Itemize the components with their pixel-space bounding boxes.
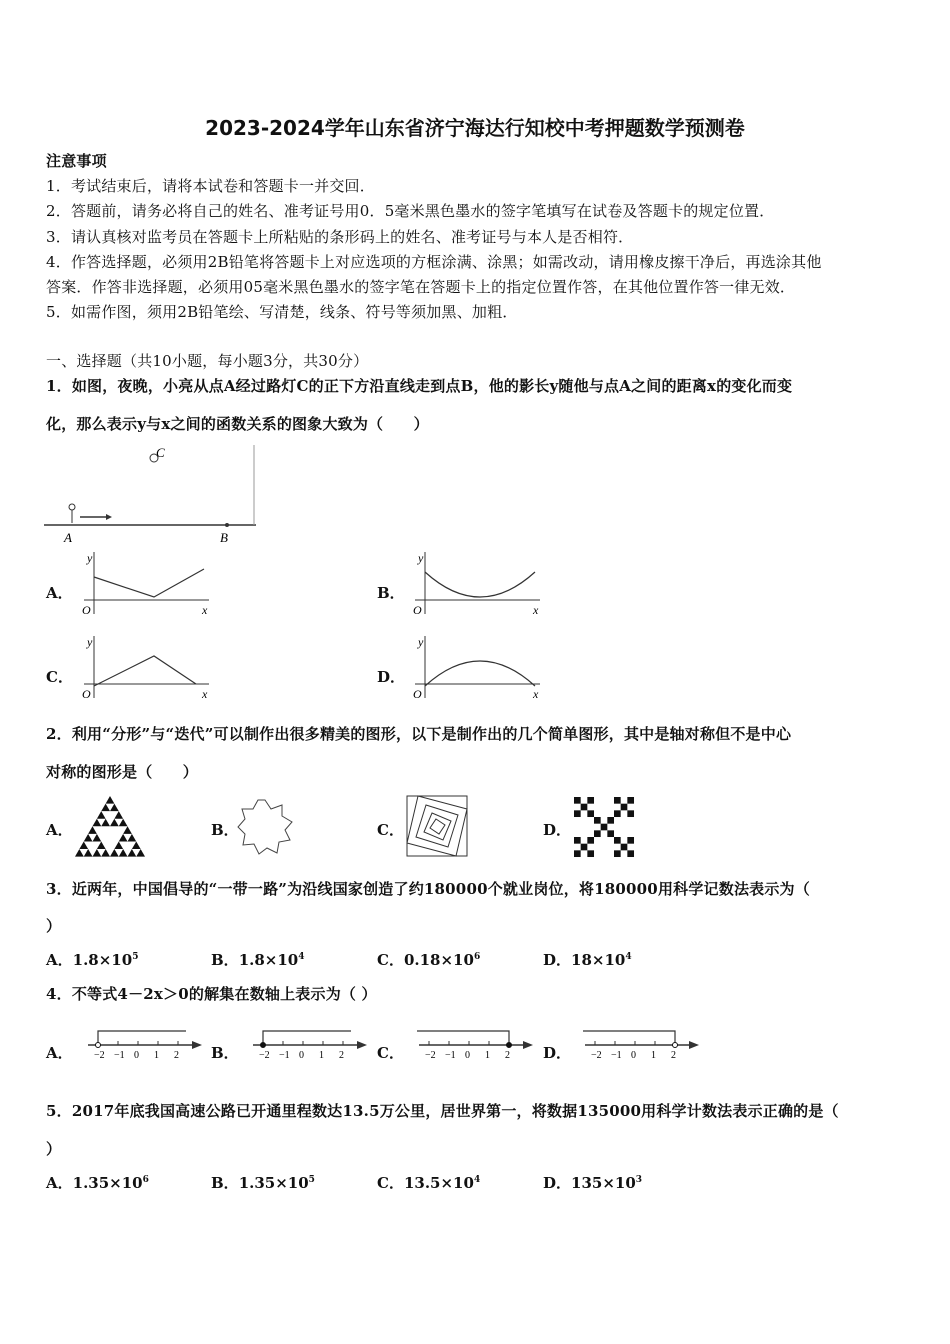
tick-label: −1 [611,1050,622,1061]
closed-dot [507,1043,512,1048]
option-value: 1.35×10 [72,1174,143,1192]
q2-text: 2．利用“分形”与“迭代”可以制作出很多精美的图形，以下是制作出的几个简单图形，其中是轴对称但不是中心 [46,725,792,743]
tick-label: −1 [445,1050,456,1061]
tick-label: 2 [505,1050,510,1061]
option-value: 18×10 [571,951,626,969]
tick-label: 2 [671,1050,676,1061]
function-graph [74,636,214,706]
notice-item: 1．考试结束后，请将本试卷和答题卡一并交回． [46,177,375,195]
tick-label: −1 [114,1050,125,1061]
function-graph [74,552,214,622]
tick-label: 0 [299,1050,304,1061]
option-label: D． [543,1174,572,1192]
tick-label: 1 [651,1050,656,1061]
option-exponent: 6 [142,1175,149,1185]
notice-heading: 注意事项 [46,152,107,170]
tick-label: 0 [134,1050,139,1061]
tick-label: −1 [279,1050,290,1061]
point-c-label: C [156,445,165,460]
tick-label: −2 [425,1050,436,1061]
option-label: A． [46,1174,73,1192]
option-exponent: 5 [132,952,139,962]
sierpinski-triangle-figure [75,796,147,856]
q3-text: 3．近两年，中国倡导的“一带一路”为沿线国家创造了约180000个就业岗位，将180000用科学记数法表示为（ [46,880,810,898]
option-exponent: 6 [473,952,481,962]
notice-item: 3．请认真核对监考员在答题卡上所粘贴的条形码上的姓名、准考证号与本人是否相符． [46,228,634,246]
x-fractal-figure [574,797,634,857]
tick-label: −2 [259,1050,270,1061]
q3-option-d[interactable] [543,949,632,970]
origin-label: O [82,687,91,701]
origin-label: O [413,603,422,617]
option-value: 1.8×10 [72,951,133,969]
q1-text: 化，那么表示y与x之间的函数关系的图象大致为（ ） [46,415,429,433]
nested-squares-figure [406,795,468,857]
q4-text: 4．不等式4－2x＞0的解集在数轴上表示为（ ） [46,985,377,1003]
q5-text: 5．2017年底我国高速公路已开通里程数达13.5万公里，居世界第一，将数据135000用科学计数法表示正确的是（ [46,1102,839,1120]
q1-option-b[interactable]: B． [377,584,405,602]
open-dot [673,1043,678,1048]
notice-item: 2．答题前，请务必将自己的姓名、准考证号用0．5毫米黑色墨水的签字笔填写在试卷及答题卡的规定位置． [46,202,775,220]
q3-option-c[interactable] [377,949,480,970]
function-graph [405,636,545,706]
q4-option-b[interactable]: B． [211,1044,239,1062]
option-label: A． [46,951,73,969]
solution-range [263,1031,351,1045]
option-label: B． [211,1174,239,1192]
number-line [583,1025,703,1065]
graph-curve [425,661,535,686]
y-axis-label: y [87,551,93,565]
tick-label: 1 [485,1050,490,1061]
q1-option-c[interactable]: C． [46,668,73,686]
number-line [251,1025,371,1065]
x-axis-label: x [533,603,539,617]
tick-label: −2 [591,1050,602,1061]
q2-text: 对称的图形是（ ） [46,763,199,781]
notice-item: 5．如需作图，须用2B铅笔绘、写清楚，线条、符号等须加黑、加粗． [46,303,518,321]
tick-label: 0 [465,1050,470,1061]
q5-option-b[interactable] [211,1172,315,1193]
x-axis-label: x [533,687,539,701]
option-label: B． [211,951,239,969]
option-value: 13.5×10 [403,1174,474,1192]
q3-option-a[interactable] [46,949,138,970]
q3-text: ） [46,917,62,935]
x-axis-label: x [202,603,208,617]
q1-option-d[interactable]: D． [377,668,406,686]
tick-label: −2 [94,1050,105,1061]
option-value: 135×10 [571,1174,636,1192]
origin-label: O [413,687,422,701]
page-title: 2023-2024学年山东省济宁海达行知校中考押题数学预测卷 [205,116,745,140]
option-value: 1.35×10 [238,1174,309,1192]
solution-range [417,1031,509,1045]
option-value: 0.18×10 [403,951,474,969]
point-a-label: A [64,530,72,545]
option-exponent: 5 [308,1175,315,1185]
q5-text: ） [46,1140,62,1158]
q5-option-c[interactable] [377,1172,480,1193]
option-exponent: 4 [473,1175,481,1185]
q4-option-c[interactable]: C． [377,1044,404,1062]
koch-snowflake-figure [235,797,295,857]
option-exponent: 3 [635,1175,643,1185]
q1-option-a[interactable]: A． [46,584,73,602]
option-label: C． [377,951,404,969]
q2-option-b[interactable]: B． [211,821,239,839]
y-axis-label: y [87,635,93,649]
q2-option-c[interactable]: C． [377,821,404,839]
q5-option-d[interactable] [543,1172,642,1193]
solution-range [98,1031,186,1045]
option-label: C． [377,1174,404,1192]
point-b-label: B [220,530,228,545]
function-graph [405,552,545,622]
notice-item: 4．作答选择题，必须用2B铅笔将答题卡上对应选项的方框涂满、涂黑；如需改动，请用橡皮擦干净后，再选涂其他 [46,253,822,271]
x-axis-label: x [202,687,208,701]
option-exponent: 4 [625,952,632,962]
origin-label: O [82,603,91,617]
number-line [86,1025,206,1065]
graph-curve [94,569,204,597]
tick-label: 2 [339,1050,344,1061]
q2-option-a[interactable]: A． [46,821,73,839]
q2-option-d[interactable]: D． [543,821,572,839]
graph-curve [94,656,196,686]
q4-option-a[interactable]: A． [46,1044,73,1062]
q3-option-b[interactable] [211,949,305,970]
option-exponent: 4 [298,952,305,962]
y-axis-label: y [418,635,424,649]
notice-item: 答案．作答非选择题，必须用05毫米黑色墨水的签字笔在答题卡上的指定位置作答，在其他位置作答一律无效． [46,278,796,296]
option-label: D． [543,951,572,969]
tick-label: 1 [154,1050,159,1061]
number-line [417,1025,537,1065]
tick-label: 2 [174,1050,179,1061]
option-value: 1.8×10 [238,951,299,969]
y-axis-label: y [418,551,424,565]
section-heading: 一、选择题（共10小题，每小题3分，共30分） [46,352,369,370]
q1-text: 1．如图，夜晚，小亮从点A经过路灯C的正下方沿直线走到点B，他的影长y随他与点A之间的距离x的变化而变 [46,377,793,395]
q4-option-d[interactable]: D． [543,1044,572,1062]
graph-curve [425,572,535,597]
tick-label: 1 [319,1050,324,1061]
closed-dot [261,1043,266,1048]
q5-option-a[interactable] [46,1172,149,1193]
open-dot [96,1043,101,1048]
solution-range [583,1031,675,1045]
tick-label: 0 [631,1050,636,1061]
q1-figure [44,445,259,545]
